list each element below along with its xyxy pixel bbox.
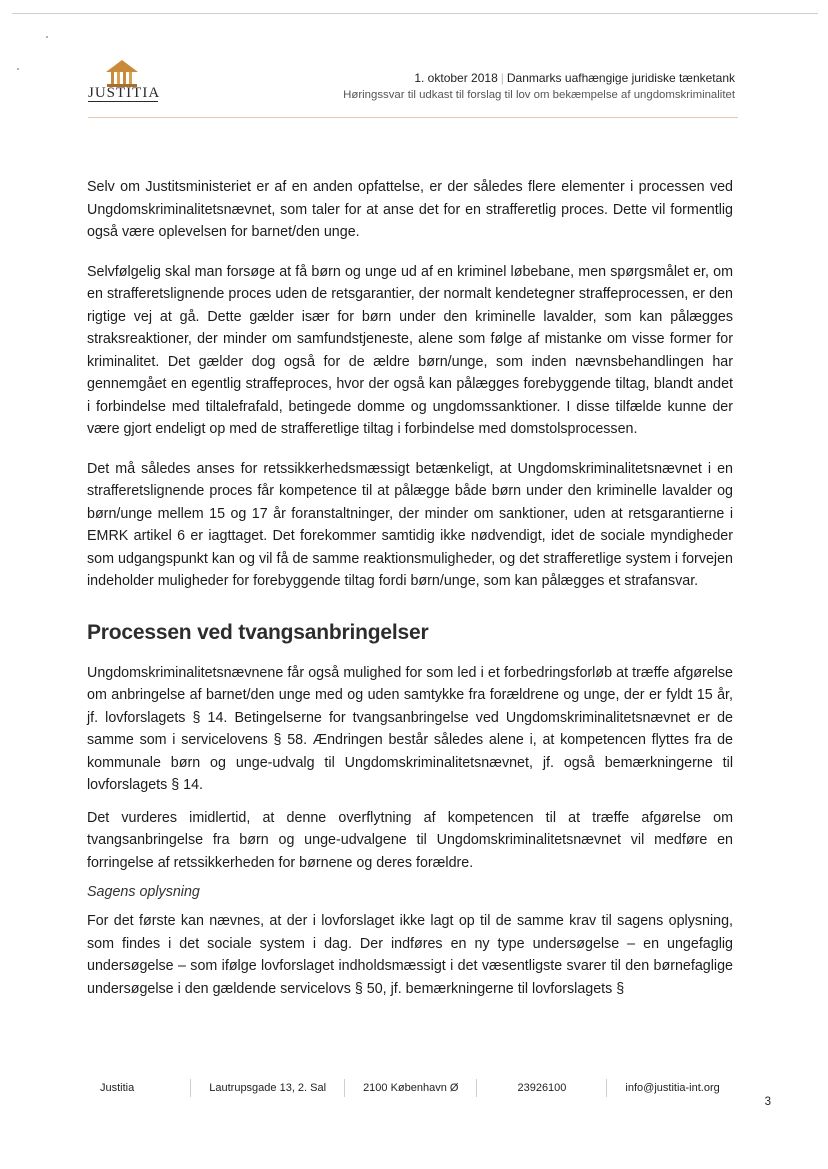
paragraph: For det første kan nævnes, at der i lovforslaget ikke lagt op til de samme krav til sagens oplysning, som findes i det sociale system i dag. Der indføres en ny type undersøgelse – en ungefaglig undersøgelse – som ifølge lovforslaget indholdsmæssigt i det væsentligste svarer til den børnefaglige undersøgelse i den gældende servicelovs § 50, jf. bemærkningerne til lovforslagets § — [87, 913, 733, 997]
footer-address: Lautrupsgade 13, 2. Sal — [209, 1082, 327, 1094]
header-date: 1. oktober 2018 — [414, 71, 498, 85]
page-footer — [100, 1079, 728, 1097]
header-rule — [88, 117, 738, 118]
header-separator: | — [500, 71, 504, 85]
logo-emblem-icon — [102, 58, 142, 88]
document-body — [87, 176, 733, 1017]
footer-name: Justitia — [100, 1082, 135, 1094]
scan-speck — [46, 36, 48, 38]
footer-separator — [344, 1079, 345, 1097]
footer-city: 2100 København Ø — [363, 1082, 459, 1094]
paragraph: Ungdomskriminalitetsnævnene får også mulighed for som led i et forbedringsforløb at træffe afgørelse om anbringelse af barnet/den unge med og uden samtykke fra forældrene og unge, der er fyldt 15 år, jf. lovforslagets § 14. Betingelserne for tvangsanbringelse ved Ungdomskriminalitetsnævnet er de samme som i servicelovens § 58. Ændringen består således alene i, at kompetencen flyttes fra de kommunale børn og unge-udvalg til Ungdomskriminalitetsnævnet, jf. også bemærkningerne til lovforslagets § 14. — [87, 664, 733, 793]
logo-text: JUSTITIA — [88, 85, 161, 101]
header-subtitle: Høringssvar til udkast til forslag til lov om bekæmpelse af ungdomskriminalitet — [343, 89, 735, 101]
header-organization: Danmarks uafhængige juridiske tænketank — [506, 71, 735, 85]
page-number: 3 — [764, 1096, 771, 1108]
header-info — [343, 71, 735, 101]
justitia-logo — [88, 58, 163, 104]
paragraph: Det vurderes imidlertid, at denne overflytning af kompetencen til at træffe afgørelse om tvangsanbringelse fra børn og unge-udvalgene til Ungdomskriminalitetsnævnet vil medføre en forringelse af retssikkerheden for børnene og deres forældre. — [87, 809, 733, 871]
footer-phone: 23926100 — [517, 1082, 567, 1094]
section-heading: Processen ved tvangsanbringelser — [87, 620, 429, 644]
footer-separator — [476, 1079, 477, 1097]
footer-separator — [190, 1079, 191, 1097]
paragraph: Det må således anses for retssikkerhedsmæssigt betænkeligt, at Ungdomskriminalitetsnævnet i en strafferetslignende proces får kompetence til at pålægge både børn under den kriminelle lavalder og børn/unge mellem 15 og 17 år foranstaltninger, der minder om sanktioner, uden at retsgarantierne i EMRK artikel 6 er iagttaget. Det forekommer samtidig ikke nødvendigt, idet de sociale myndigheder som udgangspunkt kan og vil få de samme reaktionsmuligheder, og det strafferetlige system i forvejen indeholder muligheder for forebyggende tiltag fordi børn/unge, som kan pålægges et strafansvar. — [87, 460, 733, 589]
header-line-1 — [343, 71, 735, 85]
subheading: Sagens oplysning — [87, 884, 200, 900]
footer-separator — [606, 1079, 607, 1097]
paragraph: Selv om Justitsministeriet er af en anden opfattelse, er der således flere elementer i processen ved Ungdomskriminalitetsnævnet, som taler for at anse det for en strafferetlig proces. Dette vil formentlig også være oplevelsen for barnet/den unge. — [87, 179, 733, 240]
scan-speck — [17, 68, 19, 70]
scan-top-rule — [12, 13, 818, 14]
paragraph: Selvfølgelig skal man forsøge at få børn og unge ud af en kriminel løbebane, men spørgsmålet er, om en strafferetslignende proces uden de retsgarantier, der normalt kendetegner straffeprocessen, er den rigtige vej at gå. Dette gælder især for børn under den kriminelle lavalder, som kan pålægges straksreaktioner, der minder om samfundstjeneste, alene som følge af mistanke om visse former for kriminalitet. Det gælder dog også for de ældre børn/unge, som inden nævnsbehandlingen har gennemgået en egentlig straffeproces, hvor der også kan pålægges forebyggende tiltag, blandt andet i forbindelse med tiltalefrafald, betingede domme og ungdomssanktioner. I disse tilfælde kunne der være gjort endeligt op med de strafferetlige tiltag i forbindelse med domstolsprocessen. — [87, 263, 733, 437]
footer-email: info@justitia-int.org — [625, 1082, 720, 1094]
